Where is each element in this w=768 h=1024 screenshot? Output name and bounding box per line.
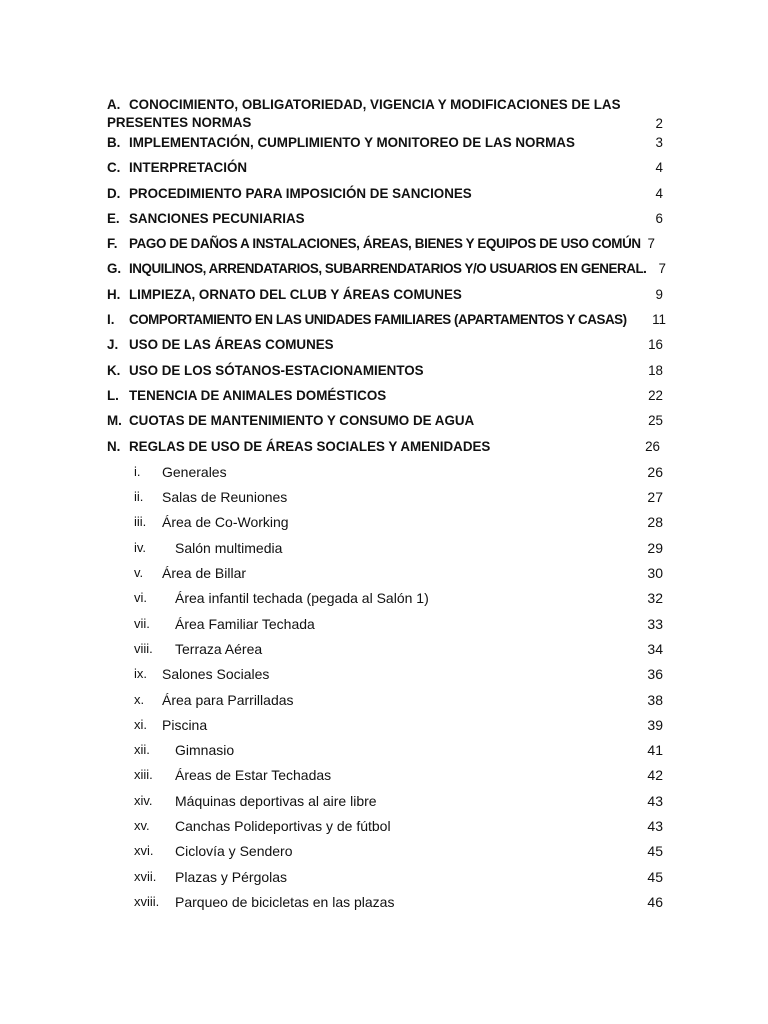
toc-page-number: 4 — [655, 185, 663, 201]
toc-roman-numeral: xvii. — [134, 868, 157, 884]
toc-roman-numeral: vii. — [134, 615, 150, 631]
toc-letter: M. — [107, 413, 122, 429]
toc-title: INTERPRETACIÓN — [129, 160, 248, 176]
toc-page-number: 42 — [647, 767, 663, 784]
toc-roman-numeral: xii. — [134, 742, 150, 758]
toc-subentry-xi[interactable] — [107, 716, 663, 741]
toc-roman-numeral: iii. — [134, 514, 147, 530]
toc-page-number: 4 — [655, 160, 663, 176]
toc-letter: C. — [107, 160, 121, 176]
toc-page-number: 18 — [648, 362, 663, 378]
toc-letter: A. — [107, 97, 121, 112]
toc-page-number: 11 — [652, 312, 666, 328]
toc-letter: F. — [107, 236, 118, 252]
toc-subtitle: Área de Billar — [162, 565, 247, 582]
toc-title: CONOCIMIENTO, OBLIGATORIEDAD, VIGENCIA Y MODIFICACIONES DE LAS — [129, 97, 621, 112]
toc-letter: G. — [107, 261, 122, 277]
toc-subentry-iii[interactable] — [107, 513, 663, 538]
toc-page-number: 45 — [647, 843, 663, 860]
toc-subtitle: Canchas Polideportivas y de fútbol — [175, 818, 391, 835]
toc-page-number: 33 — [647, 615, 663, 632]
toc-subtitle: Salones Sociales — [162, 666, 270, 683]
toc-subentry-vii[interactable] — [107, 615, 663, 640]
toc-page-number: 43 — [647, 818, 663, 835]
toc-letter: L. — [107, 387, 119, 403]
toc-title: INQUILINOS, ARRENDATARIOS, SUBARRENDATARIOS Y/O USUARIOS EN GENERAL. — [129, 261, 647, 277]
toc-page-number: 32 — [647, 590, 663, 607]
toc-page-number: 39 — [647, 716, 663, 733]
toc-page-number: 7 — [658, 261, 666, 277]
toc-entry-g[interactable] — [107, 260, 666, 285]
toc-subtitle: Área infantil techada (pegada al Salón 1) — [175, 590, 429, 607]
toc-page-number: 36 — [647, 666, 663, 683]
toc-title: IMPLEMENTACIÓN, CUMPLIMIENTO Y MONITOREO DE LAS NORMAS — [129, 135, 575, 150]
toc-subtitle: Plazas y Pérgolas — [175, 868, 288, 885]
toc-title: PROCEDIMIENTO PARA IMPOSICIÓN DE SANCIONES — [129, 185, 472, 201]
toc-subentry-xii[interactable] — [107, 741, 663, 766]
toc-subentry-xv[interactable] — [107, 817, 663, 842]
toc-roman-numeral: ix. — [134, 666, 147, 682]
toc-subentry-xiv[interactable] — [107, 792, 663, 817]
toc-subentry-xvi[interactable] — [107, 842, 663, 867]
toc-roman-numeral: x. — [134, 691, 145, 707]
toc-page-number: 45 — [647, 868, 663, 885]
toc-letter: I. — [107, 312, 115, 328]
toc-letter: E. — [107, 210, 120, 226]
toc-page-number: 9 — [655, 286, 663, 302]
toc-entry-m[interactable] — [107, 412, 663, 437]
toc-page-number: 26 — [645, 438, 660, 454]
toc-title: LIMPIEZA, ORNATO DEL CLUB Y ÁREAS COMUNES — [129, 286, 462, 302]
toc-letter: H. — [107, 286, 121, 302]
toc-letter: K. — [107, 362, 121, 378]
toc-subentry-ii[interactable] — [107, 488, 663, 513]
toc-subentry-xviii[interactable] — [107, 893, 663, 918]
toc-entry-n[interactable] — [107, 438, 663, 463]
toc-subentry-vi[interactable] — [107, 589, 663, 614]
toc-entry-h[interactable] — [107, 286, 663, 311]
toc-title-continuation: PRESENTES NORMAS — [107, 115, 252, 130]
toc-title: CUOTAS DE MANTENIMIENTO Y CONSUMO DE AGUA — [129, 413, 475, 429]
toc-entry-d[interactable] — [107, 185, 663, 210]
toc-letter: B. — [107, 135, 121, 150]
toc-entry-l[interactable] — [107, 387, 663, 412]
toc-page-number: 43 — [647, 792, 663, 809]
toc-entry-a[interactable] — [107, 96, 663, 134]
toc-subentry-i[interactable] — [107, 463, 663, 488]
toc-subtitle: Ciclovía y Sendero — [175, 843, 293, 860]
toc-subtitle: Áreas de Estar Techadas — [175, 767, 332, 784]
toc-letter: D. — [107, 185, 121, 201]
toc-title: SANCIONES PECUNIARIAS — [129, 210, 305, 226]
toc-title: REGLAS DE USO DE ÁREAS SOCIALES Y AMENIDADES — [129, 438, 491, 454]
toc-subtitle: Terraza Aérea — [175, 640, 263, 657]
toc-subtitle: Área Familiar Techada — [175, 615, 315, 632]
toc-title: COMPORTAMIENTO EN LAS UNIDADES FAMILIARES (APARTAMENTOS Y CASAS) — [129, 312, 627, 328]
toc-subentry-v[interactable] — [107, 564, 663, 589]
toc-subtitle: Salón multimedia — [175, 539, 283, 556]
toc-subtitle: Área para Parrilladas — [162, 691, 294, 708]
toc-entry-c[interactable] — [107, 159, 663, 184]
toc-page-number: 26 — [647, 463, 663, 480]
toc-subtitle: Parqueo de bicicletas en las plazas — [175, 893, 395, 910]
toc-page-number: 41 — [647, 742, 663, 759]
toc-roman-numeral: viii. — [134, 640, 153, 656]
toc-roman-numeral: xiii. — [134, 767, 153, 783]
toc-roman-numeral: vi. — [134, 590, 147, 606]
toc-subentry-x[interactable] — [107, 691, 663, 716]
table-of-contents — [107, 96, 666, 918]
toc-title: USO DE LOS SÓTANOS-ESTACIONAMIENTOS — [129, 362, 424, 378]
toc-entry-e[interactable] — [107, 210, 663, 235]
toc-roman-numeral: ii. — [134, 489, 144, 505]
toc-subentry-xiii[interactable] — [107, 766, 663, 791]
toc-page-number: 3 — [655, 135, 663, 150]
toc-subtitle: Área de Co-Working — [162, 514, 289, 531]
toc-entry-i[interactable] — [107, 311, 666, 336]
toc-page-number: 28 — [647, 514, 663, 531]
toc-roman-numeral: xi. — [134, 716, 147, 732]
toc-page-number: 29 — [647, 539, 663, 556]
toc-roman-numeral: v. — [134, 565, 144, 581]
toc-page-number: 38 — [647, 691, 663, 708]
toc-roman-numeral: iv. — [134, 539, 147, 555]
toc-subentry-ix[interactable] — [107, 665, 663, 690]
toc-entry-f[interactable] — [107, 235, 663, 260]
toc-letter: N. — [107, 438, 121, 454]
toc-roman-numeral: xviii. — [134, 893, 160, 909]
toc-page-number: 22 — [648, 387, 663, 403]
toc-page-number: 46 — [647, 893, 663, 910]
toc-title: USO DE LAS ÁREAS COMUNES — [129, 337, 334, 353]
toc-entry-k[interactable] — [107, 362, 663, 387]
toc-page-number: 25 — [648, 413, 663, 429]
toc-entry-j[interactable] — [107, 336, 663, 361]
toc-page-number: 2 — [655, 116, 663, 131]
toc-page-number: 34 — [647, 640, 663, 657]
toc-entry-b[interactable] — [107, 134, 663, 159]
toc-page-number: 6 — [655, 210, 663, 226]
toc-roman-numeral: xvi. — [134, 843, 154, 859]
toc-subentry-xvii[interactable] — [107, 868, 663, 893]
toc-subtitle: Piscina — [162, 716, 208, 733]
toc-title: TENENCIA DE ANIMALES DOMÉSTICOS — [129, 387, 387, 403]
toc-page-number: 30 — [647, 565, 663, 582]
toc-title: PAGO DE DAÑOS A INSTALACIONES, ÁREAS, BIENES Y EQUIPOS DE USO COMÚN — [129, 236, 641, 252]
toc-roman-numeral: xiv. — [134, 792, 153, 808]
toc-subtitle: Máquinas deportivas al aire libre — [175, 792, 377, 809]
toc-letter: J. — [107, 337, 119, 353]
toc-subtitle: Gimnasio — [175, 742, 235, 759]
toc-roman-numeral: xv. — [134, 818, 150, 834]
toc-roman-numeral: i. — [134, 463, 141, 479]
toc-page-number: 7 — [647, 236, 655, 252]
toc-subtitle: Salas de Reuniones — [162, 489, 288, 506]
toc-page-number: 16 — [648, 337, 663, 353]
toc-subentry-iv[interactable] — [107, 539, 663, 564]
toc-subentry-viii[interactable] — [107, 640, 663, 665]
toc-page-number: 27 — [647, 489, 663, 506]
toc-subtitle: Generales — [162, 463, 227, 480]
